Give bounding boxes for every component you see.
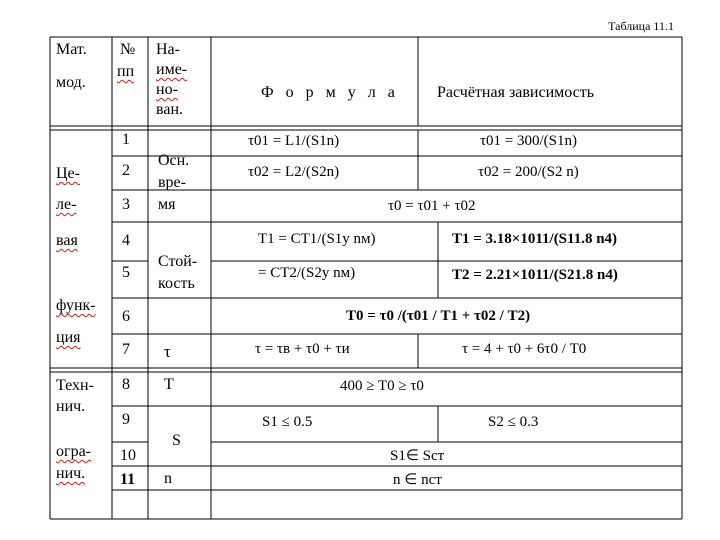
header-number-2: пп: [117, 63, 135, 80]
header-name-2: име-: [156, 61, 188, 78]
dependency-cell: τ01 = 300/(S1n): [480, 133, 577, 149]
header-formula: Ф о р м у л а: [261, 84, 399, 101]
formula-cell: τ01 = L1/(S1n): [248, 133, 340, 149]
merged-cell: n ∈ nст: [393, 472, 442, 488]
group-constraints-2: нич.: [56, 398, 86, 415]
formula-cell: T1 = CT1/(S1y nм): [258, 231, 376, 247]
name-S: S: [172, 432, 181, 449]
header-number-1: №: [120, 41, 136, 58]
row-number: 9: [122, 411, 130, 428]
header-dependency: Расчётная зависимость: [437, 84, 595, 101]
merged-cell: S1∈ Sст: [390, 448, 445, 464]
header-name-1: На-: [156, 41, 180, 58]
row-number: 11: [120, 471, 136, 488]
row-number: 5: [122, 264, 130, 281]
header-name-3: но-: [156, 81, 178, 98]
name-durability-1: Стой-: [158, 253, 198, 270]
dependency-cell: T2 = 2.21×1011/(S21.8 n4): [452, 267, 618, 283]
row-number: 6: [122, 308, 130, 325]
name-T: T: [164, 376, 174, 393]
table-caption: Таблица 11.1: [608, 19, 674, 33]
header-name-4: ван.: [156, 101, 184, 118]
group-constraints-4: нич.: [56, 465, 86, 482]
name-main-time-2: вре-: [158, 174, 186, 191]
group-constraints-1: Техн-: [56, 377, 94, 394]
row-number: 3: [122, 196, 130, 213]
merged-cell: T0 = τ0 /(τ01 / T1 + τ02 / T2): [346, 308, 531, 324]
name-tau: τ: [164, 342, 171, 361]
group-objective-3: вая: [56, 232, 78, 249]
dependency-cell: S2 ≤ 0.3: [488, 414, 539, 430]
group-constraints-3: огра-: [56, 443, 91, 460]
header-model-2: мод.: [56, 74, 86, 91]
dependency-cell: τ = 4 + τ0 + 6τ0 / T0: [462, 341, 587, 357]
group-objective-5: ция: [56, 329, 81, 346]
row-number: 2: [122, 162, 130, 179]
dependency-cell: τ02 = 200/(S2 n): [478, 164, 579, 180]
row-number: 10: [120, 447, 136, 464]
name-n: n: [164, 470, 172, 487]
name-main-time-1: Осн.: [158, 152, 190, 169]
name-durability-2: кость: [158, 275, 195, 292]
formula-cell: τ02 = L2/(S2n): [248, 164, 340, 180]
group-objective-2: ле-: [56, 196, 77, 213]
formula-cell: S1 ≤ 0.5: [262, 414, 313, 430]
row-number: 7: [122, 341, 130, 358]
group-objective-4: функ-: [56, 297, 96, 314]
merged-cell: τ0 = τ01 + τ02: [388, 198, 476, 214]
dependency-cell: T1 = 3.18×1011/(S11.8 n4): [452, 231, 618, 247]
formula-cell: = CT2/(S2y nм): [258, 265, 356, 281]
formula-cell: τ = τв + τ0 + τи: [255, 341, 350, 357]
header-model-1: Мат.: [56, 41, 87, 58]
row-number: 4: [122, 232, 130, 249]
name-main-time-3: мя: [158, 196, 176, 213]
group-objective-1: Це-: [56, 165, 80, 182]
row-number: 1: [122, 131, 130, 148]
row-number: 8: [122, 376, 130, 393]
merged-cell: 400 ≥ T0 ≥ τ0: [340, 378, 424, 394]
